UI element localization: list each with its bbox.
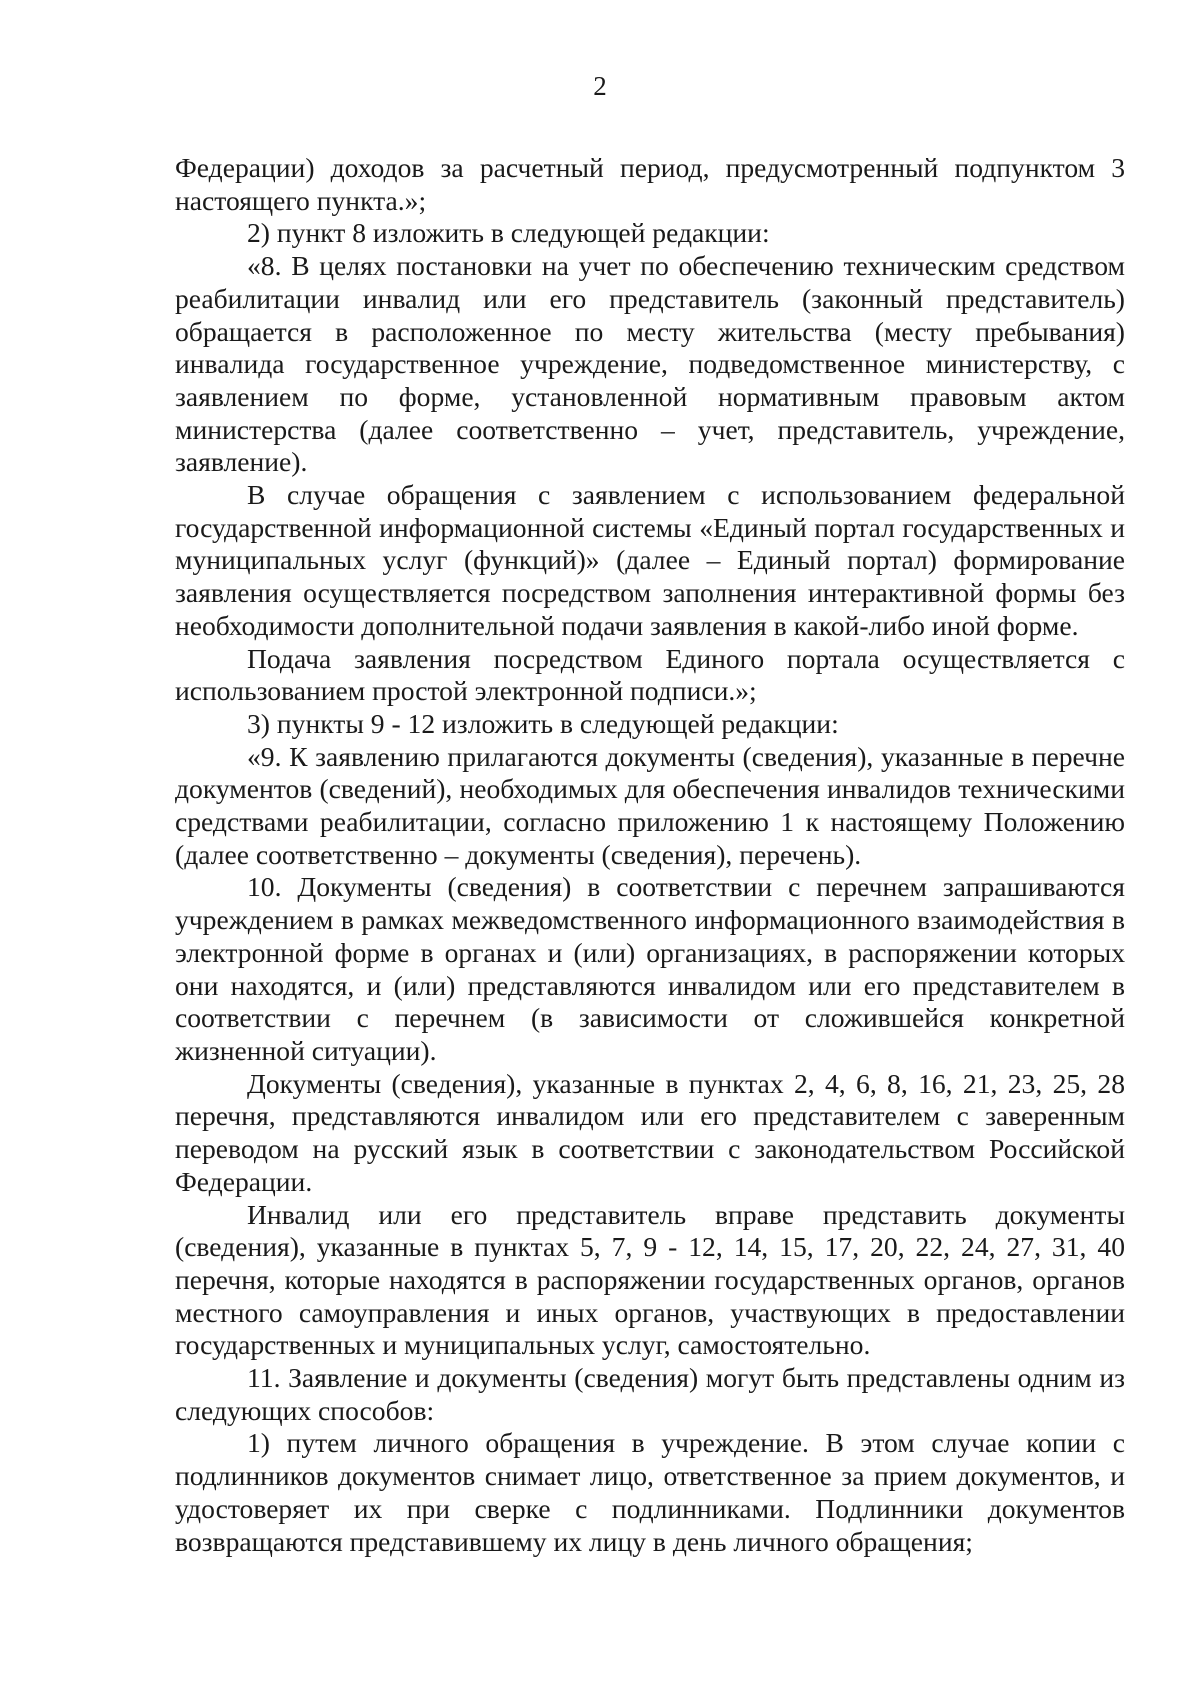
paragraph: «9. К заявлению прилагаются документы (сведения), указанные в перечне документов (сведений), необходимых для обеспечения инвалидов техническими средствами реабилитации, согласно приложению 1 к настоящему Положению (далее соответственно – документы (сведения), перечень). — [175, 740, 1125, 870]
paragraph: Подача заявления посредством Единого портала осуществляется с использованием простой электронной подписи.»; — [175, 642, 1125, 707]
paragraph: Инвалид или его представитель вправе представить документы (сведения), указанные в пунктах 5, 7, 9 - 12, 14, 15, 17, 20, 22, 24, 27, 31, 40 перечня, которые находятся в распоряжении государственных органов, органов местного самоуправления и иных органов, участвующих в предоставлении государственных и муниципальных услуг, самостоятельно. — [175, 1198, 1125, 1361]
paragraph: Федерации) доходов за расчетный период, предусмотренный подпунктом 3 настоящего пункта.»; — [175, 152, 1125, 216]
paragraph: 3) пункты 9 - 12 изложить в следующей редакции: — [247, 707, 839, 739]
paragraph: «8. В целях постановки на учет по обеспечению техническим средством реабилитации инвалид или его представитель (законный представитель) обращается в расположенное по месту жительства (месту пребывания) инвалида государственное учреждение, подведомственное министерству, с заявлением по форме, установленной нормативным правовым актом министерства (далее соответственно – учет, представитель, учреждение, заявление). — [175, 250, 1125, 478]
paragraph: 2) пункт 8 изложить в следующей редакции: — [247, 217, 770, 249]
page-number: 2 — [593, 71, 607, 101]
paragraph: 11. Заявление и документы (сведения) могут быть представлены одним из следующих способов: — [175, 1362, 1125, 1426]
paragraph: 10. Документы (сведения) в соответствии с перечнем запрашиваются учреждением в рамках межведомственного информационного взаимодействия в электронной форме в органах и (или) организациях, в распоряжении которых они находятся, и (или) представляются инвалидом или его представителем в соответствии с перечнем (в зависимости от сложившейся конкретной жизненной ситуации). — [175, 871, 1125, 1066]
paragraph: 1) путем личного обращения в учреждение. В этом случае копии с подлинников документов снимает лицо, ответственное за прием документов, и удостоверяет их при сверке с подлинниками. Подлинники документов возвращаются представившему их лицу в день личного обращения; — [175, 1427, 1125, 1557]
paragraph: В случае обращения с заявлением с использованием федеральной государственной информационной системы «Единый портал государственных и муниципальных услуг (функций)» (далее – Единый портал) формирование заявления осуществляется посредством заполнения интерактивной формы без необходимости дополнительной подачи заявления в какой-либо иной форме. — [175, 479, 1125, 641]
document-body — [175, 152, 1125, 1558]
paragraph: Документы (сведения), указанные в пунктах 2, 4, 6, 8, 16, 21, 23, 25, 28 перечня, представляются инвалидом или его представителем с заверенным переводом на русский язык в соответствии с законодательством Российской Федерации. — [175, 1067, 1125, 1197]
